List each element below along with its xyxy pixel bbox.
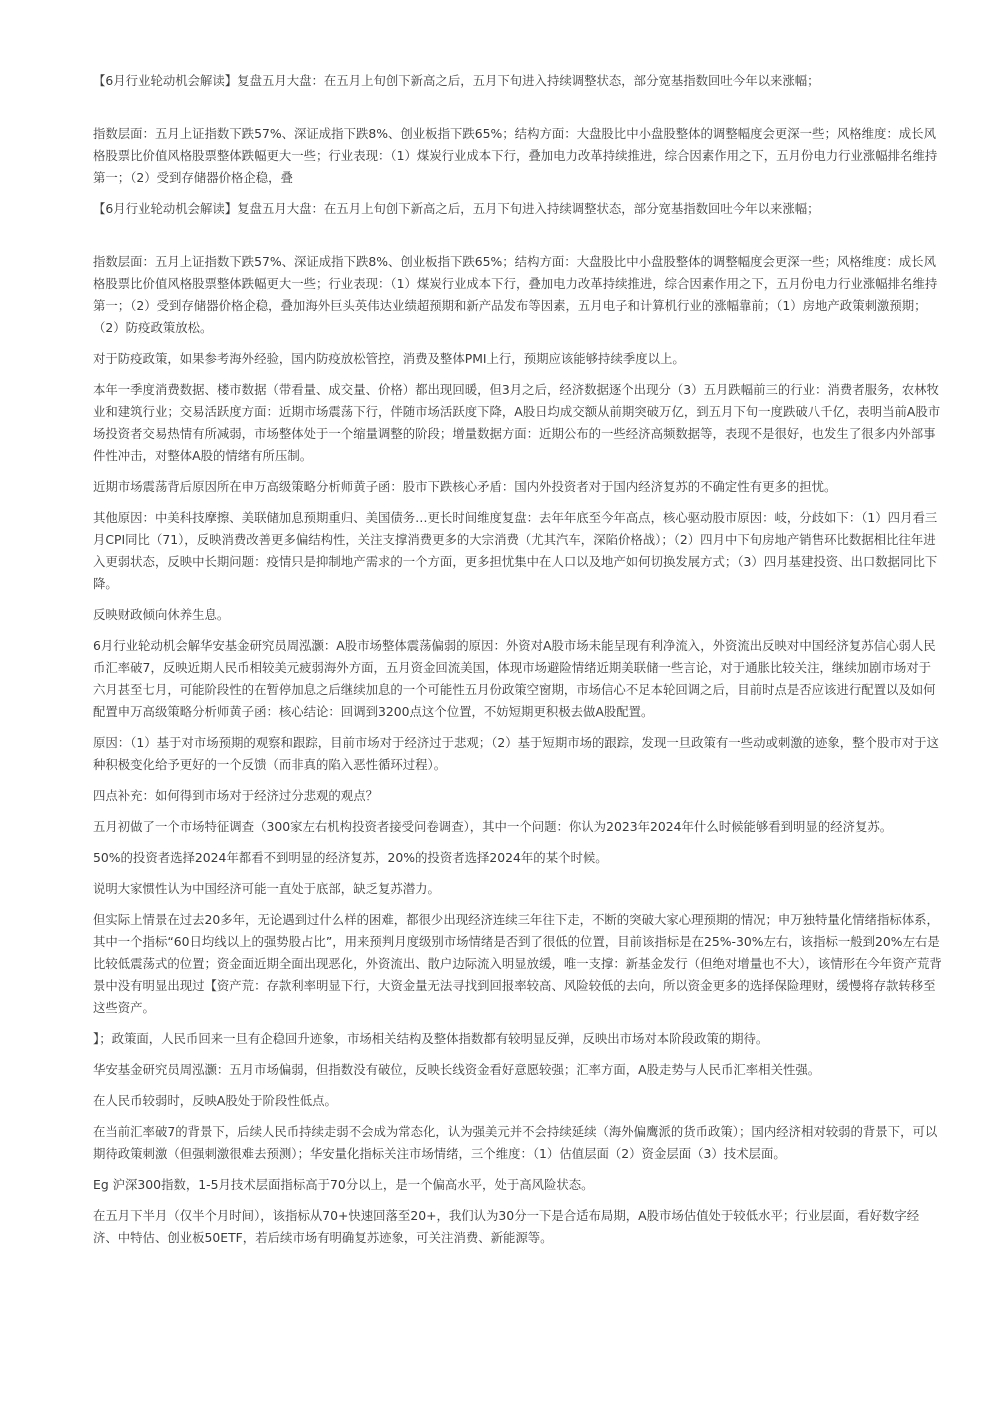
paragraph-other-reasons: 其他原因：中美科技摩擦、美联储加息预期重归、美国债务…更长时间维度复盘：去年年底至今年高点，核心驱动股市原因：岐，分歧如下：（1）四月看三月CPI同比（71），反映消费改善更多偏结构性，关注支撑消费更多的大宗消费（尤其汽车，深陷价格战）；（2）四月中下旬房地产销售环比数据相比往年进入更弱状态，反映中长期问题：疫情只是抑制地产需求的一个方面，更多担忧集中在人口以及地产如何切换发展方式；（3）四月基建投资、出口数据同比下降。 — [93, 510, 938, 591]
paragraph-exchange-rate: 在当前汇率破7的背景下，后续人民币持续走弱不会成为常态化，认为强美元并不会持续延续（海外偏鹰派的货币政策）；国内经济相对较弱的背景下，可以期待政策刺激（但强刺激很难去预测）；华安量化指标关注市场情绪，三个维度：（1）估值层面（2）资金层面（3）技术层面。 — [93, 1124, 938, 1161]
paragraph-huaan-may: 华安基金研究员周泓灏：五月市场偏弱，但指数没有破位，反映长线资金看好意愿较强；汇率方面，A股走势与人民币汇率相关性强。 — [93, 1062, 821, 1077]
paragraph-huaan-analysis: 6月行业轮动机会解华安基金研究员周泓灏：A股市场整体震荡偏弱的原因：外资对A股市场未能呈现有利净流入，外资流出反映对中国经济复苏信心弱人民币汇率破7，反映近期人民币相较美元疲弱海外方面，五月资金回流美国，体现市场避险情绪近期美联储一些言论，对于通胀比较关注，继续加剧市场对于六月甚至七月，可能阶段性的在暂停加息之后继续加息的一个可能性五月份政策空窗期，市场信心不足本轮回调之后，目前时点是否应该进行配置以及如何配置申万高级策略分析师黄子函：核心结论：回调到3200点这个位置，不妨短期更积极去做A股配置。 — [93, 638, 936, 719]
paragraph-late-may: 在五月下半月（仅半个月时间），该指标从70+快速回落至20+，我们认为30分一下是合适布局期，A股市场估值处于较低水平；行业层面，看好数字经济、中特估、创业板50ETF，若后续市场有明确复苏迹象，可关注消费、新能源等。 — [93, 1208, 920, 1245]
paragraph-market-review-1: 【6月行业轮动机会解读】复盘五月大盘：在五月上旬创下新高之后，五月下旬进入持续调整状态，部分宽基指数回吐今年以来涨幅； — [93, 73, 820, 88]
paragraph-epidemic-policy: 对于防疫政策，如果参考海外经验，国内防疫放松管控，消费及整体PMI上行，预期应该能够持续季度以上。 — [93, 351, 685, 366]
paragraph-index-level-1: 指数层面：五月上证指数下跌57%、深证成指下跌8%、创业板指下跌65%；结构方面：大盘股比中小盘股整体的调整幅度会更深一些；风格维度：成长风格股票比价值风格股票整体跌幅更大一些；行业表现：（1）煤炭行业成本下行，叠加电力改革持续推进，综合因素作用之下，五月份电力行业涨幅排名维持第一；（2）受到存储器价格企稳，叠 — [93, 126, 938, 185]
paragraph-inertia: 说明大家惯性认为中国经济可能一直处于底部，缺乏复苏潜力。 — [93, 881, 440, 896]
paragraph-volatility-reason: 近期市场震荡背后原因所在申万高级策略分析师黄子函：股市下跌核心矛盾：国内外投资者对于国内经济复苏的不确定性有更多的担忧。 — [93, 479, 837, 494]
paragraph-index-level-2: 指数层面：五月上证指数下跌57%、深证成指下跌8%、创业板指下跌65%；结构方面：大盘股比中小盘股整体的调整幅度会更深一些；风格维度：成长风格股票比价值风格股票整体跌幅更大一些；行业表现：（1）煤炭行业成本下行，叠加电力改革持续推进，综合因素作用之下，五月份电力行业涨幅排名维持第一；（2）受到存储器价格企稳，叠加海外巨头英伟达业绩超预期和新产品发布等因素，五月电子和计算机行业的涨幅靠前；（1）房地产政策刺激预期；（2）防疫政策放松。 — [93, 254, 938, 335]
document-page — [93, 70, 943, 1258]
paragraph-rmb-low: 在人民币较弱时，反映A股处于阶段性低点。 — [93, 1093, 337, 1108]
paragraph-survey: 五月初做了一个市场特征调查（300家左右机构投资者接受问卷调查），其中一个问题：你认为2023年2024年什么时候能够看到明显的经济复苏。 — [93, 819, 893, 834]
paragraph-csi300: Eg 沪深300指数，1-5月技术层面指标高于70分以上，是一个偏高水平，处于高风险状态。 — [93, 1177, 594, 1192]
paragraph-policy-rmb: 】；政策面，人民币回来一旦有企稳回升迹象，市场相关结构及整体指数都有较明显反弹，反映出市场对本阶段政策的期待。 — [93, 1031, 769, 1046]
paragraph-sentiment-index: 但实际上情景在过去20多年，无论遇到过什么样的困难，都很少出现经济连续三年往下走，不断的突破大家心理预期的情况；申万独特量化情绪指标体系，其中一个指标“60日均线以上的强势股占比”，用来预判月度级别市场情绪是否到了很低的位置，目前该指标是在25%-30%左右，该指标一般到20%左右是比较低震荡式的位置；资金面近期全面出现恶化，外资流出、散户边际流入明显放缓，唯一支撑：新基金发行（但绝对增量也不大），该情形在今年资产荒背景中没有明显出现过【资产荒：存款利率明显下行，大资金量无法寻找到回报率较高、风险较低的去向，所以资金更多的选择保险理财，缓慢将存款转移至这些资产。 — [93, 912, 942, 1015]
paragraph-reasons: 原因：（1）基于对市场预期的观察和跟踪，目前市场对于经济过于悲观；（2）基于短期市场的跟踪，发现一旦政策有一些动或刺激的迹象，整个股市对于这种积极变化给予更好的一个反馈（而非真的陷入恶性循环过程）。 — [93, 735, 939, 772]
paragraph-survey-result: 50%的投资者选择2024年都看不到明显的经济复苏，20%的投资者选择2024年的某个时候。 — [93, 850, 608, 865]
paragraph-q1-data: 本年一季度消费数据、楼市数据（带看量、成交量、价格）都出现回暖，但3月之后，经济数据逐个出现分（3）五月跌幅前三的行业：消费者服务，农林牧业和建筑行业；交易活跃度方面：近期市场震荡下行，伴随市场活跃度下降，A股日均成交额从前期突破万亿，到五月下旬一度跌破八千亿，表明当前A股市场投资者交易热情有所减弱，市场整体处于一个缩量调整的阶段；增量数据方面：近期公布的一些经济高频数据等，表现不是很好，也发生了很多内外部事件性冲击，对整体A股的情绪有所压制。 — [93, 382, 941, 463]
paragraph-four-points: 四点补充：如何得到市场对于经济过分悲观的观点？ — [93, 788, 378, 803]
paragraph-fiscal: 反映财政倾向休养生息。 — [93, 607, 230, 622]
paragraph-market-review-2: 【6月行业轮动机会解读】复盘五月大盘：在五月上旬创下新高之后，五月下旬进入持续调整状态，部分宽基指数回吐今年以来涨幅； — [93, 201, 820, 216]
